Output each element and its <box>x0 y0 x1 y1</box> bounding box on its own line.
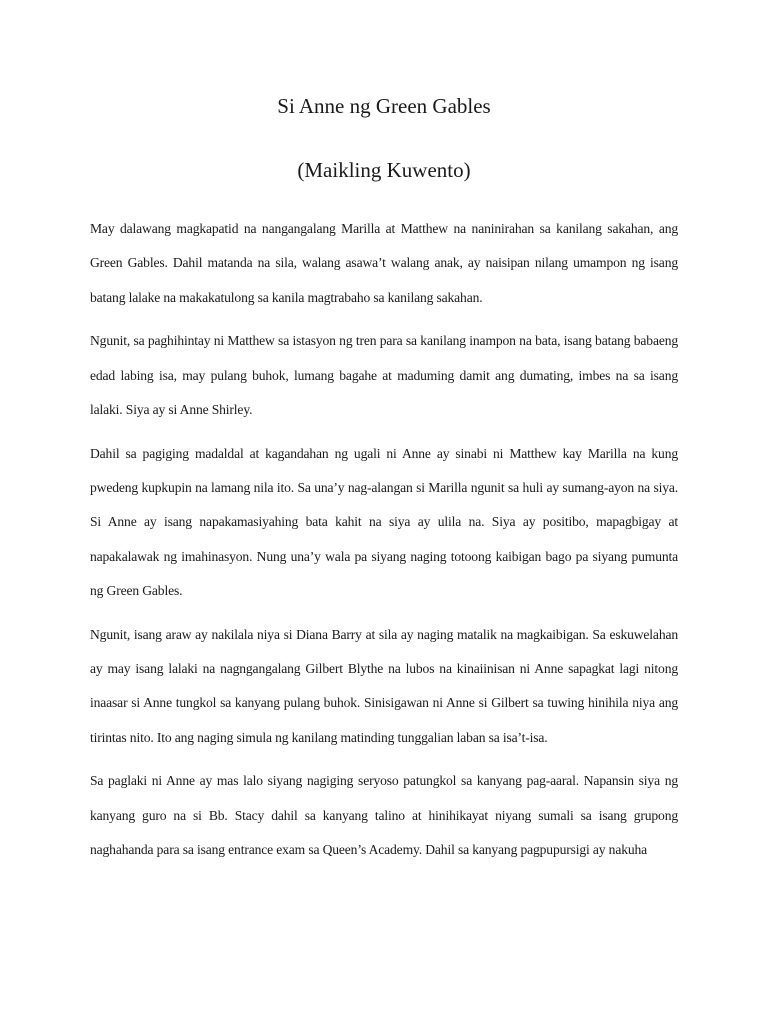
paragraph-4: Ngunit, isang araw ay nakilala niya si Diana Barry at sila ay naging matalik na magkaibigan. Sa eskuwelahan ay may isang lalaki na nagngangalang Gilbert Blythe na lubos na kinaiinisan ni Anne sapagkat lagi nitong inaasar si Anne tungkol sa kanyang pulang buhok. Sinisigawan ni Anne si Gilbert sa tuwing hinihila niya ang tirintas nito. Ito ang naging simula ng kanilang matinding tunggalian laban sa isa’t-isa. <box>90 626 678 745</box>
document-body <box>90 212 678 877</box>
paragraph-5: Sa paglaki ni Anne ay mas lalo siyang nagiging seryoso patungkol sa kanyang pag-aaral. Napansin siya ng kanyang guro na si Bb. Stacy dahil sa kanyang talino at hinihikayat niyang sumali sa isang grupong naghahanda para sa isang entrance exam sa Queen’s Academy. Dahil sa kanyang pagpupursigi ay nakuha <box>90 773 678 858</box>
document-subtitle: (Maikling Kuwento) <box>297 158 471 182</box>
paragraph-1: May dalawang magkapatid na nangangalang Marilla at Matthew na naninirahan sa kanilang sakahan, ang Green Gables. Dahil matanda na sila, walang asawa’t walang anak, ay naisipan nilang umampon ng isang batang lalake na makakatulong sa kanila magtrabaho sa kanilang sakahan. <box>90 221 678 305</box>
paragraph-3: Dahil sa pagiging madaldal at kagandahan ng ugali ni Anne ay sinabi ni Matthew kay Marilla na kung pwedeng kupkupin na lamang nila ito. Sa una’y nag-alangan si Marilla ngunit sa huli ay sumang-ayon na siya. Si Anne ay isang napakamasiyahing bata kahit na siya ay ulila na. Siya ay positibo, mapagbigay at napakalawak ng imahinasyon. Nung una’y wala pa siyang naging totoong kaibigan bago pa siyang pumunta ng Green Gables. <box>90 445 678 598</box>
paragraph-2: Ngunit, sa paghihintay ni Matthew sa istasyon ng tren para sa kanilang inampon na bata, isang batang babaeng edad labing isa, may pulang buhok, lumang bagahe at maduming damit ang dumating, imbes na sa isang lalaki. Siya ay si Anne Shirley. <box>90 333 678 417</box>
document-title: Si Anne ng Green Gables <box>277 94 491 118</box>
